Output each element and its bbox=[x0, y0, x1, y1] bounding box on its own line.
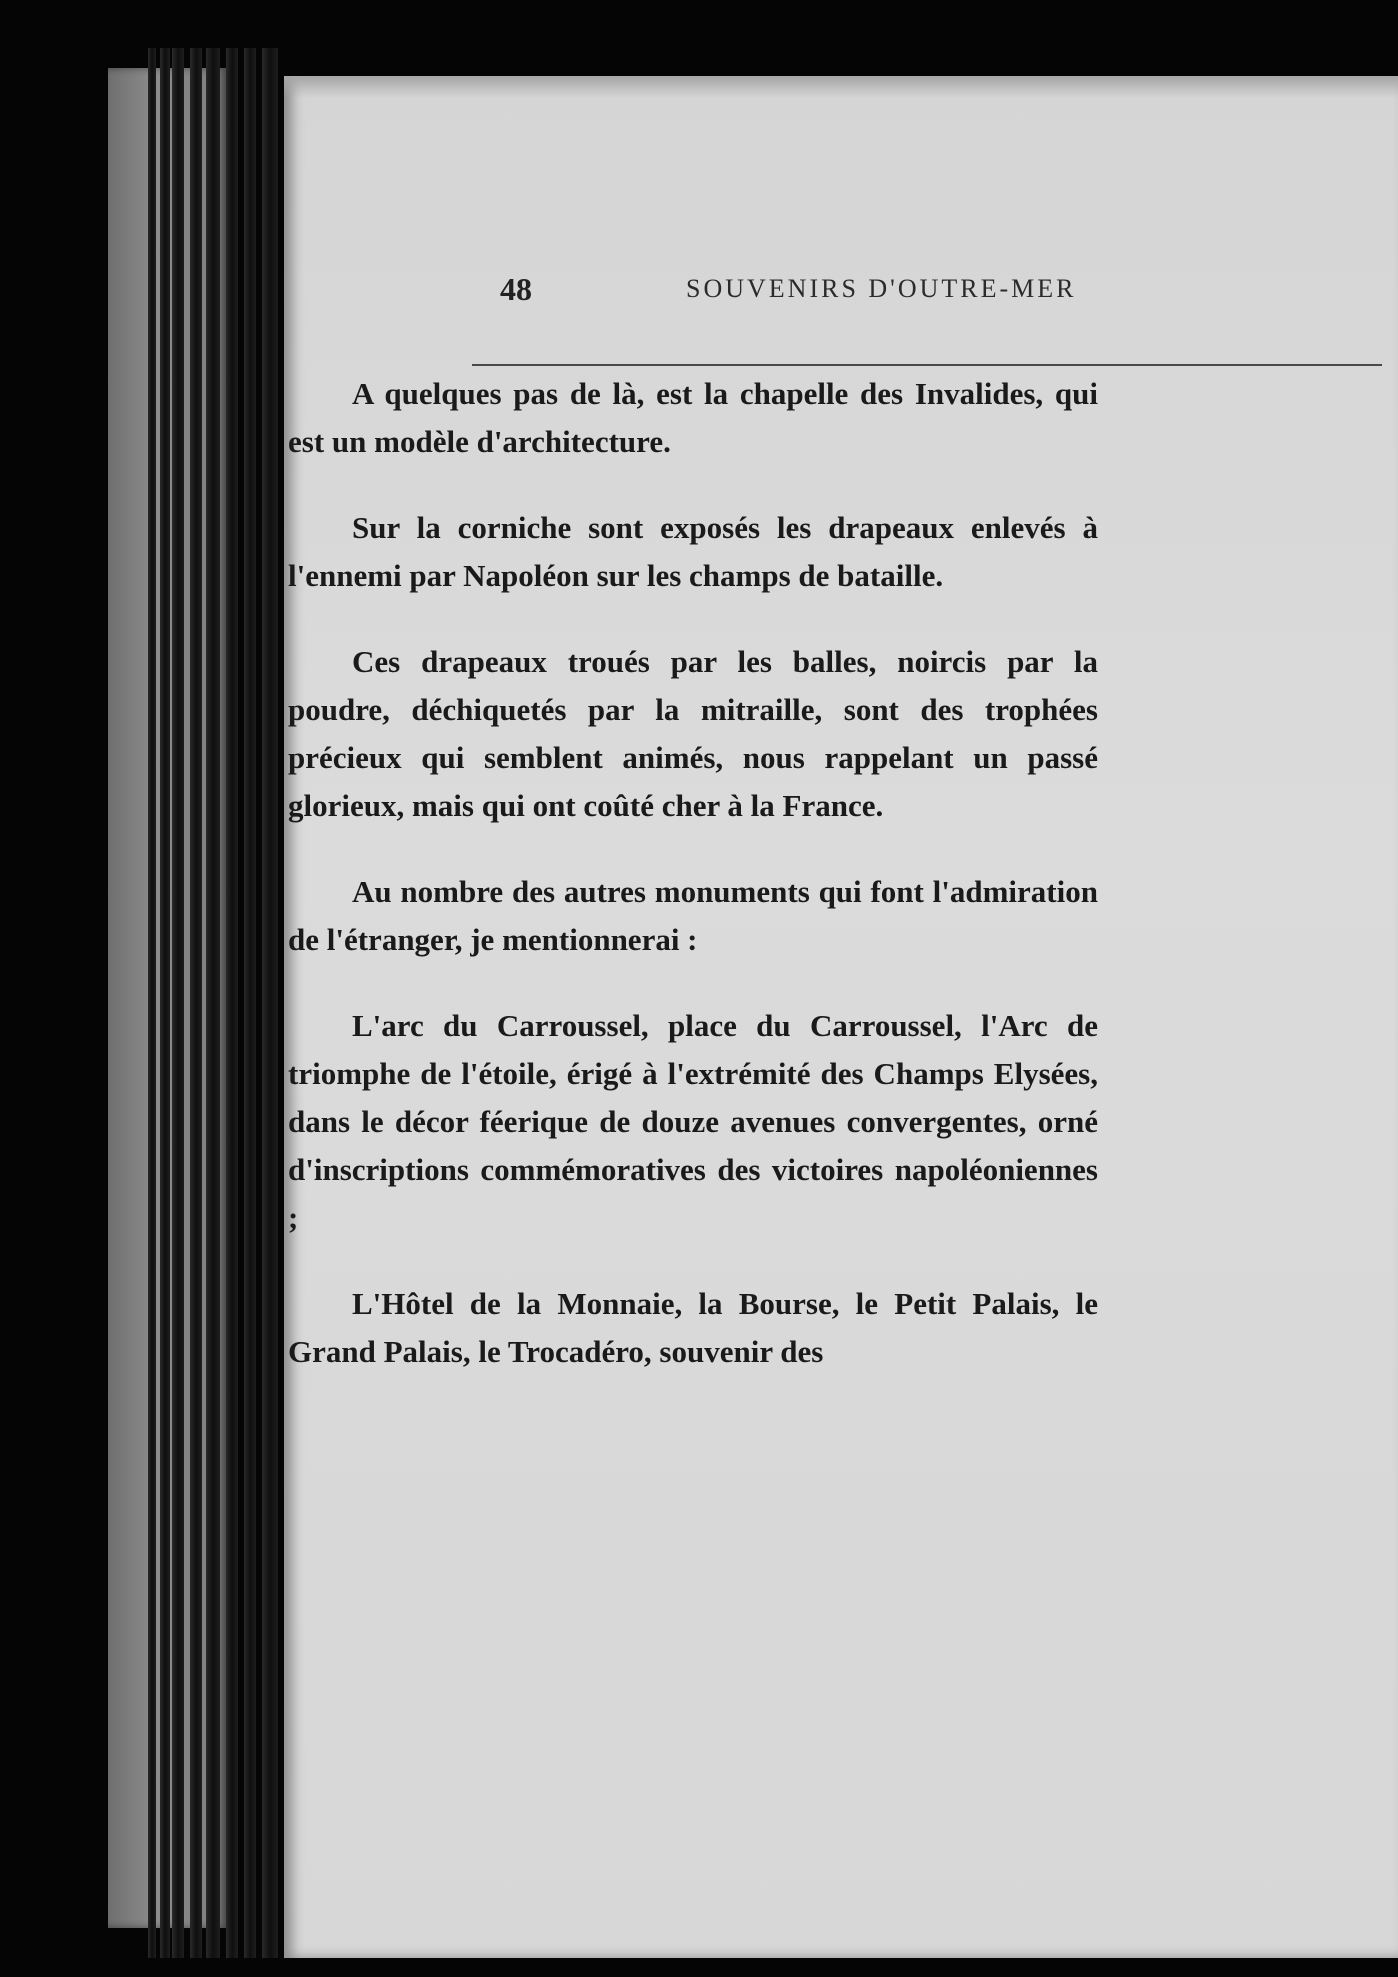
page-edge-line bbox=[244, 48, 256, 1958]
page-edge-line bbox=[226, 48, 238, 1958]
page-edge-line bbox=[160, 48, 170, 1958]
paragraph: Au nombre des autres monuments qui font l'admiration de l'étranger, je mentionnerai : bbox=[288, 874, 1098, 957]
paragraph: A quelques pas de là, est la chapelle des Invalides, qui est un modèle d'architecture. bbox=[288, 376, 1098, 459]
page-edge-line bbox=[206, 48, 220, 1958]
header-rule bbox=[472, 364, 1382, 366]
page-number: 48 bbox=[500, 271, 532, 307]
running-head bbox=[500, 271, 1398, 311]
paragraph: Sur la corniche sont exposés les drapeaux enlevés à l'ennemi par Napoléon sur les champs de bataille. bbox=[288, 510, 1098, 593]
page-edge-line bbox=[262, 48, 278, 1958]
paragraph: Ces drapeaux troués par les balles, noircis par la poudre, déchiquetés par la mitraille, sont des trophées précieux qui semblent animés, nous rappelant un passé glorieux, mais qui ont coûté cher à la France. bbox=[288, 644, 1098, 823]
page-edge-line bbox=[172, 48, 184, 1958]
page-edge-line bbox=[148, 48, 156, 1958]
paragraph: L'arc du Carroussel, place du Carroussel, l'Arc de triomphe de l'étoile, érigé à l'extrémité des Champs Elysées, dans le décor féerique de douze avenues convergentes, orné d'inscriptions commémoratives des victoires napoléoniennes ; bbox=[288, 1008, 1098, 1235]
paragraph: L'Hôtel de la Monnaie, la Bourse, le Petit Palais, le Grand Palais, le Trocadéro, souvenir des bbox=[288, 1286, 1098, 1369]
running-title: SOUVENIRS D'OUTRE-MER bbox=[686, 274, 1077, 303]
page-edge-line bbox=[190, 48, 202, 1958]
page-text bbox=[288, 370, 1098, 1414]
